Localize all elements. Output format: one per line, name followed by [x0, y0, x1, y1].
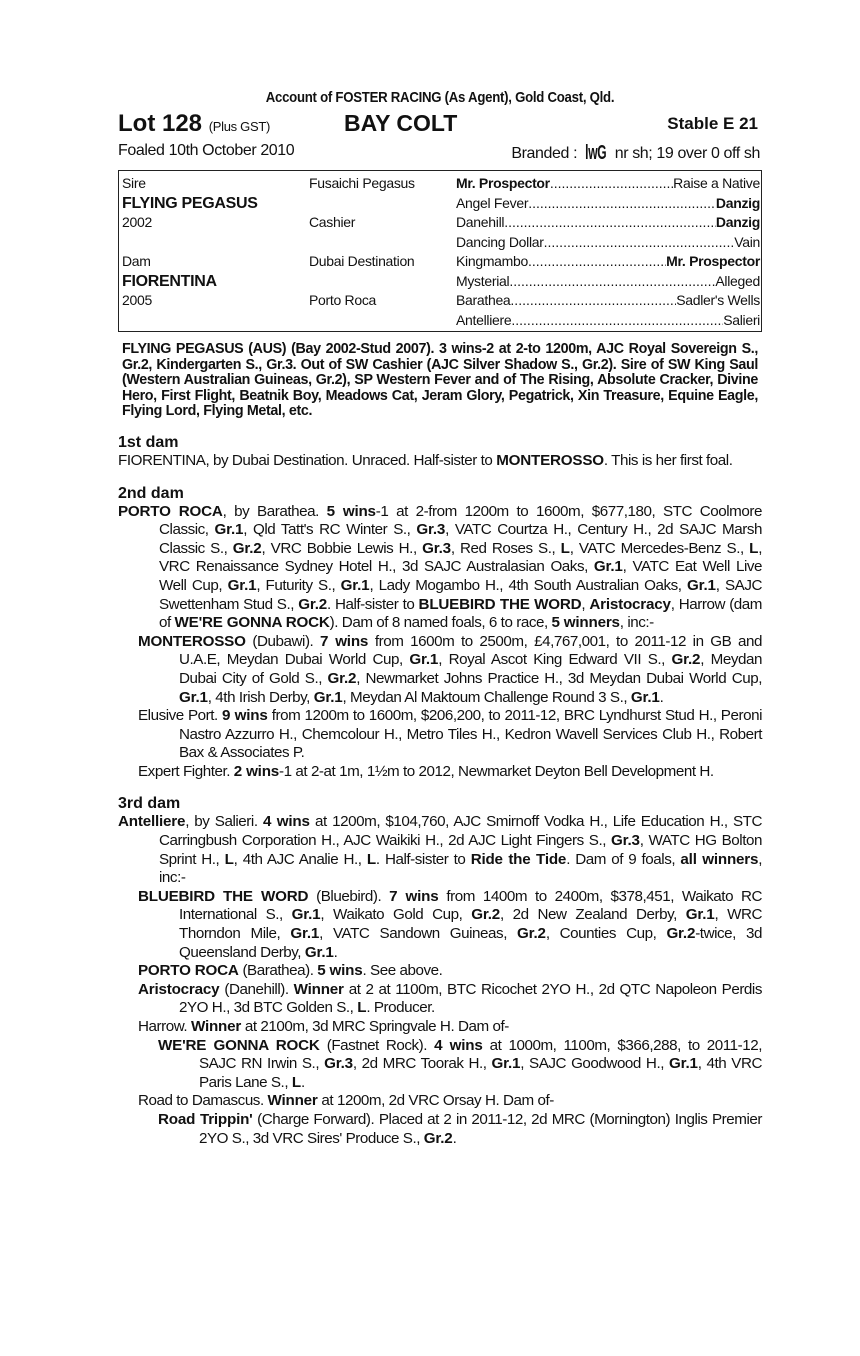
- text: .: [452, 1129, 457, 1147]
- text: , 4th Irish Derby,: [207, 688, 314, 706]
- bold-text: Gr.1: [630, 688, 660, 706]
- bold-text: 7 wins: [389, 887, 439, 905]
- text: , Futurity S.,: [256, 576, 341, 594]
- text: Road to Damascus.: [138, 1092, 268, 1110]
- text: , WATC HG Bolton Sprint H.,: [159, 832, 762, 868]
- bold-text: Gr.3: [611, 832, 640, 850]
- race-record-paragraph: [118, 981, 762, 1018]
- ancestor-name: Danehill: [456, 214, 505, 230]
- text: at 2 at 1100m, BTC Ricochet 2YO H., 2d QTC Napoleon Perdis 2YO H., 3d BTC Golden S.,: [179, 980, 762, 1017]
- ancestor-sire: Danzig: [715, 214, 760, 230]
- pedigree-grandparent-cell: [309, 311, 459, 331]
- text: (Danehill).: [219, 980, 294, 998]
- pedigree-ancestor-row: [456, 272, 760, 292]
- text: -1 at 2-from 1200m to 1600m, $677,180, STC Coolmore Classic,: [159, 502, 762, 539]
- bold-text: 5 winners: [551, 614, 620, 632]
- catalogue-page: [118, 88, 762, 1148]
- text: . Half-sister to: [375, 850, 471, 868]
- text: from 1200m to 1600m, $206,200, to 2011-12, BRC Lyndhurst Stud H., Peroni Nastro Azzurro H., Chemcolour H., Metro Tiles H., Kedron Wavell Services Club H., Robert Bax & Associates P.: [179, 707, 762, 762]
- bold-text: L: [749, 539, 759, 557]
- pedigree-col-great-grandparents: [456, 174, 760, 330]
- bold-text: BLUEBIRD THE WORD: [418, 595, 582, 613]
- text: , Red Roses S.,: [450, 539, 561, 557]
- text: ,: [581, 595, 590, 613]
- bold-text: BLUEBIRD THE WORD: [138, 887, 309, 905]
- text: -twice, 3d Queensland Derby,: [179, 925, 762, 961]
- text: , 4th AJC Analie H.,: [233, 850, 367, 868]
- lot-number: [118, 110, 270, 138]
- race-record-paragraph: [118, 707, 762, 763]
- race-record-paragraph: [118, 763, 762, 782]
- gst-note: (Plus GST): [208, 119, 270, 134]
- dam-section: [118, 434, 762, 471]
- bold-text: 5 wins: [326, 502, 376, 520]
- pedigree-parent-cell: Dam: [122, 253, 151, 269]
- text: ). Dam of 8 named foals, 6 to race,: [329, 614, 552, 632]
- text: FIORENTINA, by Dubai Destination. Unraced. Half-sister to: [118, 451, 497, 469]
- text: , 4th VRC Paris Lane S.,: [199, 1055, 762, 1091]
- ancestor-name: Antelliere: [456, 311, 512, 328]
- bold-text: Gr.1: [304, 943, 334, 961]
- bold-text: Antelliere: [118, 813, 186, 831]
- bold-text: Gr.2: [471, 906, 501, 924]
- bold-text: Gr.1: [179, 688, 208, 706]
- lot-description: BAY COLT: [344, 110, 458, 136]
- text: , SAJC Goodwood H.,: [520, 1055, 669, 1073]
- bold-text: Gr.1: [668, 1055, 698, 1073]
- text: , Waikato Gold Cup,: [320, 906, 472, 924]
- pedigree-ancestor-row: [456, 311, 760, 331]
- text: , VATC Sandown Guineas,: [319, 925, 518, 943]
- leader-dots: [511, 311, 723, 331]
- leader-dots: [528, 194, 716, 214]
- ancestor-name: Mr. Prospector: [456, 175, 550, 191]
- ancestor-name: Kingmambo: [456, 253, 529, 269]
- pedigree-grandparent-cell: Fusaichi Pegasus: [309, 175, 415, 191]
- pedigree-grandparent-cell: [309, 194, 459, 214]
- bold-text: Winner: [293, 980, 344, 998]
- text: , Meydan Al Maktoum Challenge Round 3 S.,: [342, 688, 631, 706]
- text: at 1000m, 1100m, $366,288, to 2011-12, SAJC RN Irwin S.,: [199, 1036, 762, 1073]
- bold-text: Gr.1: [227, 576, 257, 594]
- bold-text: 9 wins: [221, 707, 268, 725]
- bold-text: Gr.1: [290, 925, 320, 943]
- text: , Qld Tatt's RC Winter S.,: [243, 521, 417, 539]
- ancestor-sire: Salieri: [723, 311, 760, 328]
- ancestor-sire: Vain: [734, 233, 760, 250]
- bold-text: Gr.2: [671, 651, 701, 669]
- pedigree-grandparent-cell: [309, 233, 459, 253]
- leader-dots: [510, 291, 676, 311]
- foaled-date: Foaled 10th October 2010: [118, 142, 295, 159]
- text: at 2100m, 3d MRC Springvale H. Dam of-: [241, 1018, 509, 1035]
- bold-text: 5 wins: [317, 962, 363, 980]
- bold-text: PORTO ROCA: [118, 502, 223, 520]
- ancestor-name: Angel Fever: [456, 194, 529, 211]
- brand-mark: lwG: [585, 142, 607, 164]
- bold-text: MONTEROSSO: [496, 451, 604, 469]
- leader-dots: [544, 233, 735, 253]
- bold-text: Gr.2: [423, 1129, 453, 1147]
- pedigree-ancestor-row: [456, 233, 760, 253]
- sire-summary: FLYING PEGASUS (AUS) (Bay 2002-Stud 2007). 3 wins-2 at 2-to 1200m, AJC Royal Sovereign S., Gr.2, Kindergarten S., Gr.3. Out of SW Cashier (AJC Silver Shadow S., Gr.2). Sire of SW King Saul (Western Australian Guineas, Gr.2), SP Western Fever and of The Rising, Absolute Cracker, Divine Hero, First Flight, Beatnik Boy, Meadows Cat, Jeram Glory, Pegatrick, Xin Treasure, Equine Eagle, Flying Lord, Flying Metal, etc.: [122, 341, 758, 420]
- race-record-paragraph: [118, 888, 762, 962]
- bold-text: Gr.1: [491, 1055, 521, 1073]
- bold-text: Gr.2: [298, 595, 327, 613]
- bold-text: L: [224, 850, 234, 868]
- brand-text: nr sh; 19 over 0 off sh: [614, 145, 760, 162]
- bold-text: Gr.2: [666, 925, 696, 943]
- ancestor-sire: Alleged: [715, 272, 760, 289]
- pedigree-col-grandparents: [309, 174, 459, 330]
- bold-text: Gr.1: [340, 576, 370, 594]
- text: (Charge Forward). Placed at 2 in 2011-12, 2d MRC (Mornington) Inglis Premier 2YO S., 3d VRC Sires' Produce S.,: [199, 1110, 762, 1147]
- leader-dots: [504, 213, 716, 233]
- bold-text: Gr.1: [687, 576, 716, 594]
- pedigree-col-parents: [122, 174, 307, 330]
- text: , VATC Mercedes-Benz S.,: [569, 539, 750, 557]
- bold-text: Gr.2: [327, 669, 357, 687]
- section-heading: 3rd dam: [118, 795, 181, 813]
- foal-line: [118, 140, 762, 166]
- pedigree-grandparent-cell: [309, 272, 459, 292]
- bold-text: Gr.1: [593, 558, 623, 576]
- leader-dots: [528, 252, 666, 272]
- text: . Dam of 9 foals,: [566, 850, 681, 868]
- bold-text: Gr.1: [409, 651, 439, 669]
- bold-text: 7 wins: [320, 632, 369, 650]
- text: , Meydan Dubai City of Gold S.,: [179, 651, 763, 687]
- ancestor-sire: Raise a Native: [673, 175, 760, 191]
- brand-info: [511, 142, 760, 165]
- bold-text: 4 wins: [262, 813, 310, 831]
- section-heading: 2nd dam: [118, 484, 184, 502]
- text: from 1400m to 2400m, $378,451, Waikato RC International S.,: [179, 887, 762, 924]
- bold-text: Aristocracy: [138, 980, 220, 998]
- text: . Producer.: [366, 999, 435, 1017]
- text: , WRC Thorndon Mile,: [179, 906, 763, 943]
- vendor-line: Account of FOSTER RACING (As Agent), Gold Coast, Qld.: [265, 89, 615, 106]
- text: .: [333, 943, 338, 961]
- text: , SAJC Swettenham Stud S.,: [159, 576, 762, 613]
- text: , inc:-: [619, 614, 654, 632]
- leader-dots: [509, 272, 715, 292]
- pedigree-ancestor-row: [456, 174, 760, 194]
- text: , Lady Mogambo H., 4th South Australian Oaks,: [369, 576, 688, 594]
- ancestor-name: Barathea: [456, 292, 511, 308]
- bold-text: WE'RE GONNA ROCK: [158, 1036, 320, 1054]
- text: (Dubawi).: [245, 632, 321, 650]
- ancestor-sire: Danzig: [715, 194, 760, 211]
- text: (Barathea).: [238, 962, 318, 980]
- pedigree-table: [118, 170, 762, 332]
- section-heading: 1st dam: [118, 433, 179, 451]
- bold-text: L: [366, 850, 376, 868]
- dam-sections: [118, 434, 762, 1148]
- pedigree-parent-cell: 2005: [122, 292, 152, 308]
- text: . This is her first foal.: [603, 451, 733, 469]
- bold-text: Road Trippin': [158, 1110, 253, 1128]
- lot-header: [118, 110, 762, 140]
- text: at 1200m, $104,760, AJC Smirnoff Vodka H., Life Education H., STC Carringbush Corporation H., AJC Waikiki H., 2d AJC Light Fingers S.,: [159, 813, 762, 850]
- bold-text: Gr.1: [313, 688, 343, 706]
- text: from 1600m to 2500m, £4,767,001, to 2011-12 in GB and U.A.E, Meydan Dubai World Cup,: [179, 632, 762, 669]
- race-record-paragraph: [118, 1037, 762, 1093]
- ancestor-sire: Mr. Prospector: [666, 253, 760, 269]
- text: Elusive Port.: [138, 707, 222, 725]
- bold-text: 4 wins: [434, 1036, 483, 1054]
- bold-text: Gr.2: [232, 539, 262, 557]
- text: , 2d MRC Toorak H.,: [352, 1055, 492, 1073]
- text: , by Salieri.: [185, 813, 263, 831]
- pedigree-parent-cell: Sire: [122, 175, 146, 191]
- race-record-paragraph: [118, 813, 762, 887]
- text: , VATC Eat Well Live Well Cup,: [159, 558, 763, 594]
- pedigree-ancestor-row: [456, 194, 760, 214]
- bold-text: Winner: [267, 1092, 318, 1110]
- race-record-paragraph: [118, 1111, 762, 1148]
- pedigree-grandparent-cell: Cashier: [309, 214, 356, 230]
- bold-text: Gr.3: [324, 1055, 353, 1073]
- text: , Newmarket Johns Practice H., 3d Meydan Dubai World Cup,: [356, 669, 762, 687]
- text: (Bluebird).: [308, 887, 390, 905]
- bold-text: Gr.2: [517, 925, 546, 943]
- pedigree-ancestor-row: [456, 252, 760, 272]
- race-record-paragraph: [118, 503, 762, 633]
- bold-text: WE'RE GONNA ROCK: [174, 614, 330, 632]
- pedigree-ancestor-row: [456, 213, 760, 233]
- text: .: [300, 1073, 305, 1091]
- bold-text: 2 wins: [233, 762, 280, 780]
- ancestor-name: Dancing Dollar: [456, 233, 544, 250]
- bold-text: Gr.1: [291, 906, 321, 924]
- dam-section: [118, 485, 762, 782]
- race-record-paragraph: [118, 1018, 762, 1037]
- text: Harrow.: [138, 1018, 191, 1035]
- text: , Counties Cup,: [545, 925, 667, 943]
- text: , VATC Courtza H., Century H., 2d SAJC Marsh Classic S.,: [159, 521, 762, 557]
- pedigree-grandparent-cell: Dubai Destination: [309, 253, 415, 269]
- bold-text: MONTEROSSO: [138, 632, 246, 650]
- bold-text: Ride the Tide: [470, 850, 567, 868]
- bold-text: Gr.3: [422, 539, 451, 557]
- bold-text: Gr.1: [214, 521, 244, 539]
- bold-text: all winners: [680, 850, 759, 868]
- leader-dots: [550, 174, 673, 194]
- ancestor-sire: Sadler's Wells: [676, 292, 760, 308]
- bold-text: L: [560, 539, 570, 557]
- race-record-paragraph: [118, 633, 762, 707]
- bold-text: Aristocracy: [589, 595, 671, 613]
- text: , inc:-: [159, 850, 763, 887]
- text: , Royal Ascot King Edward VII S.,: [438, 651, 672, 669]
- pedigree-parent-cell: FIORENTINA: [122, 272, 217, 290]
- text: (Fastnet Rock).: [319, 1036, 435, 1054]
- text: Expert Fighter.: [138, 762, 234, 780]
- bold-text: L: [291, 1073, 301, 1091]
- text: . See above.: [362, 962, 443, 980]
- text: , VRC Bobbie Lewis H.,: [261, 539, 423, 557]
- pedigree-grandparent-cell: Porto Roca: [309, 292, 377, 308]
- text: . Half-sister to: [326, 595, 419, 613]
- bold-text: Gr.1: [685, 906, 715, 924]
- text: at 1200m, 2d VRC Orsay H. Dam of-: [317, 1092, 554, 1110]
- dam-section: [118, 795, 762, 1148]
- ancestor-name: Mysterial: [456, 272, 510, 289]
- pedigree-parent-cell: [122, 311, 307, 331]
- pedigree-ancestor-row: [456, 291, 760, 311]
- text: , Harrow (dam of: [159, 595, 762, 632]
- text: .: [659, 688, 664, 706]
- lot-label: Lot 128: [118, 110, 203, 137]
- stable-number: Stable E 21: [667, 114, 758, 133]
- bold-text: PORTO ROCA: [138, 962, 239, 980]
- bold-text: L: [357, 999, 367, 1017]
- race-record-paragraph: [118, 452, 762, 471]
- bold-text: Gr.3: [416, 521, 446, 539]
- race-record-paragraph: [118, 962, 762, 981]
- branded-label: Branded :: [511, 145, 578, 162]
- text: -1 at 2-at 1m, 1½m to 2012, Newmarket Deyton Bell Development H.: [279, 762, 714, 780]
- text: , 2d New Zealand Derby,: [500, 906, 686, 924]
- pedigree-parent-cell: [122, 233, 307, 253]
- pedigree-parent-cell: 2002: [122, 214, 152, 230]
- text: , by Barathea.: [222, 502, 327, 520]
- bold-text: Winner: [190, 1018, 242, 1035]
- pedigree-parent-cell: FLYING PEGASUS: [122, 194, 258, 212]
- race-record-paragraph: [118, 1092, 762, 1111]
- text: , VRC Renaissance Sydney Hotel H., 3d SAJC Australasian Oaks,: [159, 539, 762, 576]
